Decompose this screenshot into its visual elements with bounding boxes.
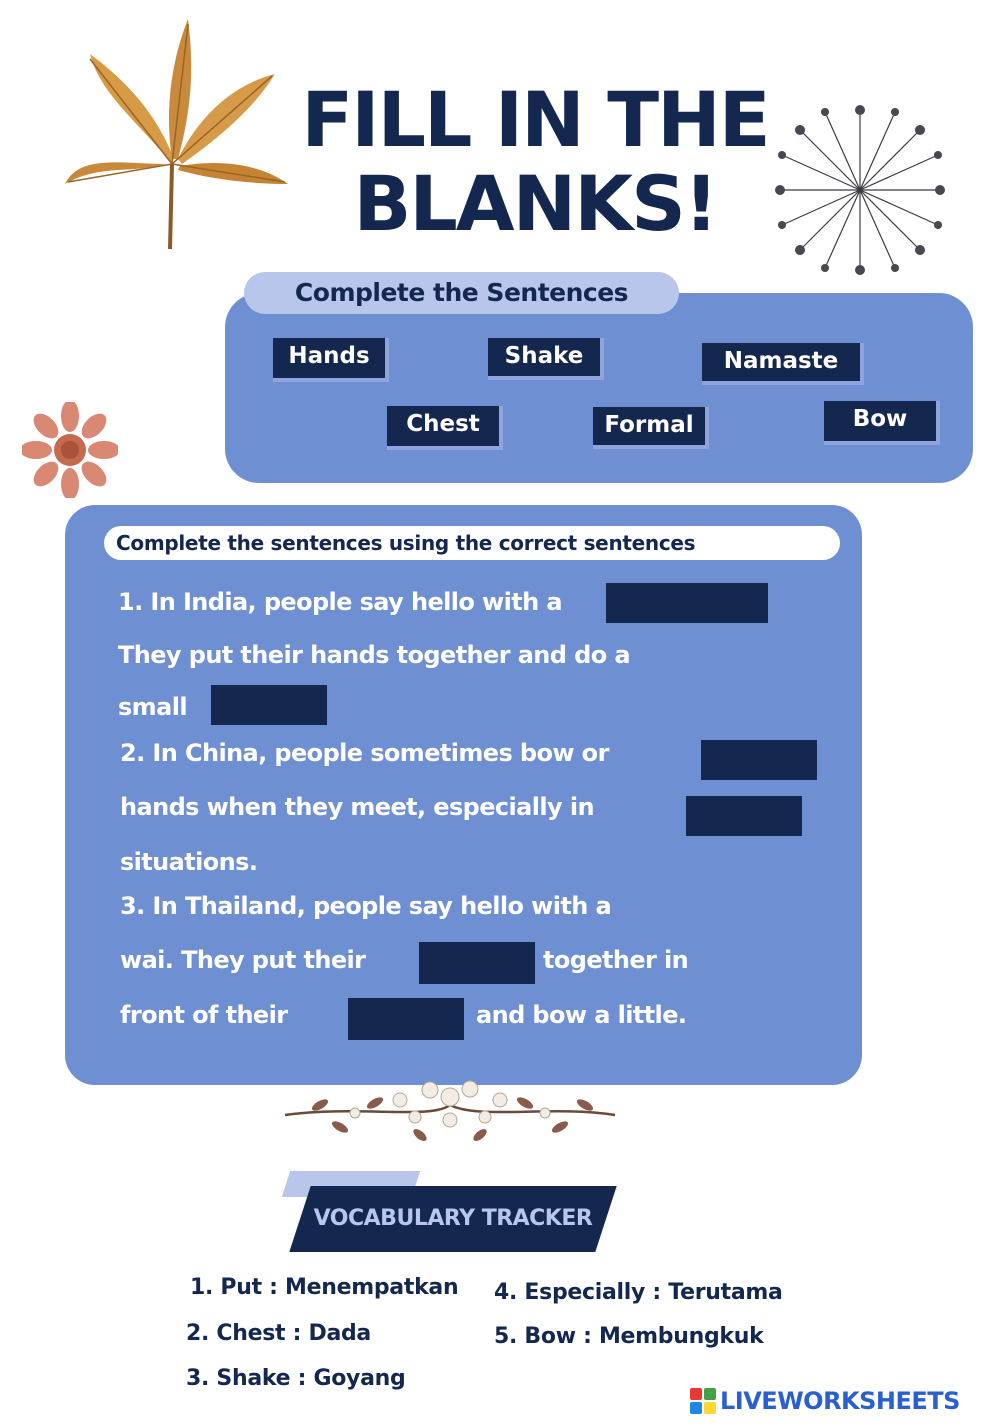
liveworksheets-logo-icon xyxy=(690,1388,716,1414)
brand-text: LIVEWORKSHEETS xyxy=(720,1387,960,1415)
title-line-2: BLANKS! xyxy=(353,159,717,248)
liveworksheets-brand[interactable] xyxy=(690,1384,960,1418)
sentence-line-4: 2. In China, people sometimes bow or xyxy=(120,739,609,767)
answer-blank-6[interactable] xyxy=(348,998,464,1040)
sentence-line-2: They put their hands together and do a xyxy=(118,641,630,669)
sentence-line-7: 3. In Thailand, people say hello with a xyxy=(120,892,612,920)
vocab-item-3: 3. Shake : Goyang xyxy=(186,1366,406,1391)
answer-blank-1[interactable] xyxy=(606,583,768,623)
word-chip-namaste[interactable]: Namaste xyxy=(702,343,864,385)
word-bank-panel xyxy=(225,293,973,483)
vocab-item-4: 4. Especially : Terutama xyxy=(494,1280,783,1305)
exercise-heading: Complete the sentences using the correct sentences xyxy=(104,526,840,560)
sentence-line-3: small xyxy=(118,693,187,721)
answer-blank-5[interactable] xyxy=(419,942,535,984)
sentence-line-5: hands when they meet, especially in xyxy=(120,793,594,821)
word-bank-heading: Complete the Sentences xyxy=(244,272,679,314)
answer-blank-2[interactable] xyxy=(211,685,327,725)
maple-leaf-decoration-icon xyxy=(60,14,290,264)
word-chip-formal[interactable]: Formal xyxy=(593,407,709,449)
vocab-item-2: 2. Chest : Dada xyxy=(186,1321,371,1346)
vocab-title: VOCABULARY TRACKER xyxy=(313,1206,593,1231)
sentence-line-8: wai. They put their xyxy=(120,946,366,974)
flower-decoration-icon xyxy=(22,402,118,498)
vocab-item-5: 5. Bow : Membungkuk xyxy=(494,1324,764,1349)
page-title xyxy=(300,75,770,248)
title-line-1: FILL IN THE xyxy=(301,75,769,164)
sentence-line-1: 1. In India, people say hello with a xyxy=(118,588,562,616)
floral-branch-decoration-icon xyxy=(280,1075,620,1165)
word-chip-bow[interactable]: Bow xyxy=(824,401,940,445)
answer-blank-3[interactable] xyxy=(701,740,817,780)
word-chip-chest[interactable]: Chest xyxy=(387,406,503,450)
vocab-item-1: 1. Put : Menempatkan xyxy=(190,1275,459,1300)
dandelion-decoration-icon xyxy=(770,100,950,280)
sentence-line-9: front of their xyxy=(120,1001,288,1029)
sentence-line-6: situations. xyxy=(120,848,258,876)
word-chip-hands[interactable]: Hands xyxy=(273,338,389,382)
sentence-line-8-continued: together in xyxy=(543,946,689,974)
word-chip-shake[interactable]: Shake xyxy=(488,338,604,380)
answer-blank-4[interactable] xyxy=(686,796,802,836)
sentence-line-9-continued: and bow a little. xyxy=(476,1001,687,1029)
